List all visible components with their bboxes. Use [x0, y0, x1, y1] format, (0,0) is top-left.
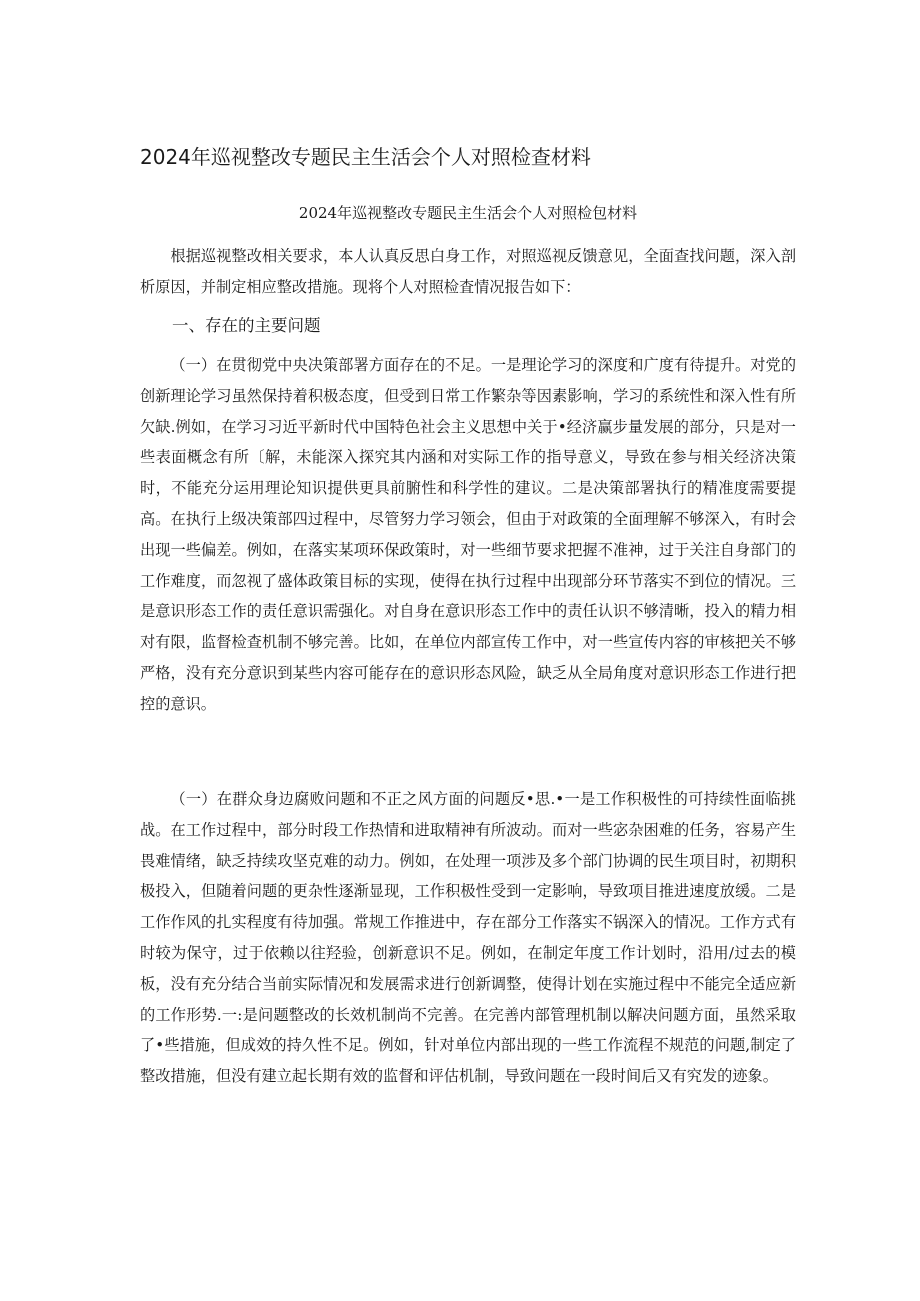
document-title: 2024年巡视整改专题民主生活会个人对照检查材料	[140, 145, 591, 169]
document-subtitle: 2024年巡视整改专题民主生活会个人对照检包材料	[298, 204, 638, 222]
intro-paragraph: 根据巡视整改相关要求，本人认真反思白身工作，对照巡视反馈意见，全面查找问题，深入剖析原因，并制定相应整改措施。现将个人对照检査情况报告如下：	[140, 247, 796, 296]
paragraph-grassroots-corruption: （一）在群众身边腐败问题和不正之风方面的问题反•思.•一是工作积极性的可持续性面临挑战。在工作过程中，部分时段工作热情和进取精神有所波动。而对一些宓杂困难的任务，容易产生畏难情绪，缺乏持续攻坚克难的动力。例如，在处理一项涉及多个部门协调的民生项目时，初期积极投入，但随着问题的更杂性逐渐显现，工作积极性受到一定影响，导致项目推进速度放缓。二是工作作风的扎实程度有待加强。常规工作推进中，存在部分工作落实不锅深入的情况。工作方式有时较为保守，过于依赖以往羟验，创新意识不足。例如，在制定年度工作计划时，沿用/过去的模板，没有充分结合当前实际情况和发展需求进行创新调整，使得计划在实施过程中不能完全适应新的工作形势.一:是问题整改的长效机制尚不完善。在完善内部管理机制以解决问题方面，虽然采取了•些措施，但成效的持久性不足。例如，针对单位内部出现的一些工作流程不规范的问题,制定了整改措施，但没有建立起长期有效的监督和评估机制，导致问题在一段时间后又有究发的迹象。	[140, 790, 796, 1086]
paragraph-central-decisions: （一）在贯彻党中央决策部署方面存在的不足。一是理论学习的深度和广度有待提升。对党的创新理论学习虽然保持着积极态度，但受到日常工作繁杂等因素影响，学习的系统性和深入性有所欠缺.例如，在学习习近平新时代中国特色社会主义思想中关于•经济赢步量发展的部分，只是对一些表面概念有所〔解，未能深入探究其内涵和对实际工作的指导意义，导致在参与相关经济决策时，不能充分运用理论知识提供更具前腑性和科学性的建议。二是决策部署执行的精准度需要提高。在执行上级决策部四过程中，尽管努力学习领会，但由于对政策的全面理解不够深入，有时会出现一些偏差。例如，在落实某项环保政策时，对一些细节要求把握不准神，过于关注自身部门的工作难度，而忽视了盛体政策目标的实现，使得在执行过程中出现部分环节落实不到位的情况。三是意识形态工作的责任意识需强化。对自身在意识形态工作中的责任认识不够清晰，投入的精力相对有限，监督检查机制不够完善。比如，在单位内部宣传工作中，对一些宣传内容的审核把关不够严格，没有充分意识到某些内容可能存在的意识形态风险，缺乏从全局角度对意识形态工作进行把控的意识。	[140, 356, 796, 713]
section-heading-main-problems: 一、存在的主要问题	[172, 316, 321, 335]
